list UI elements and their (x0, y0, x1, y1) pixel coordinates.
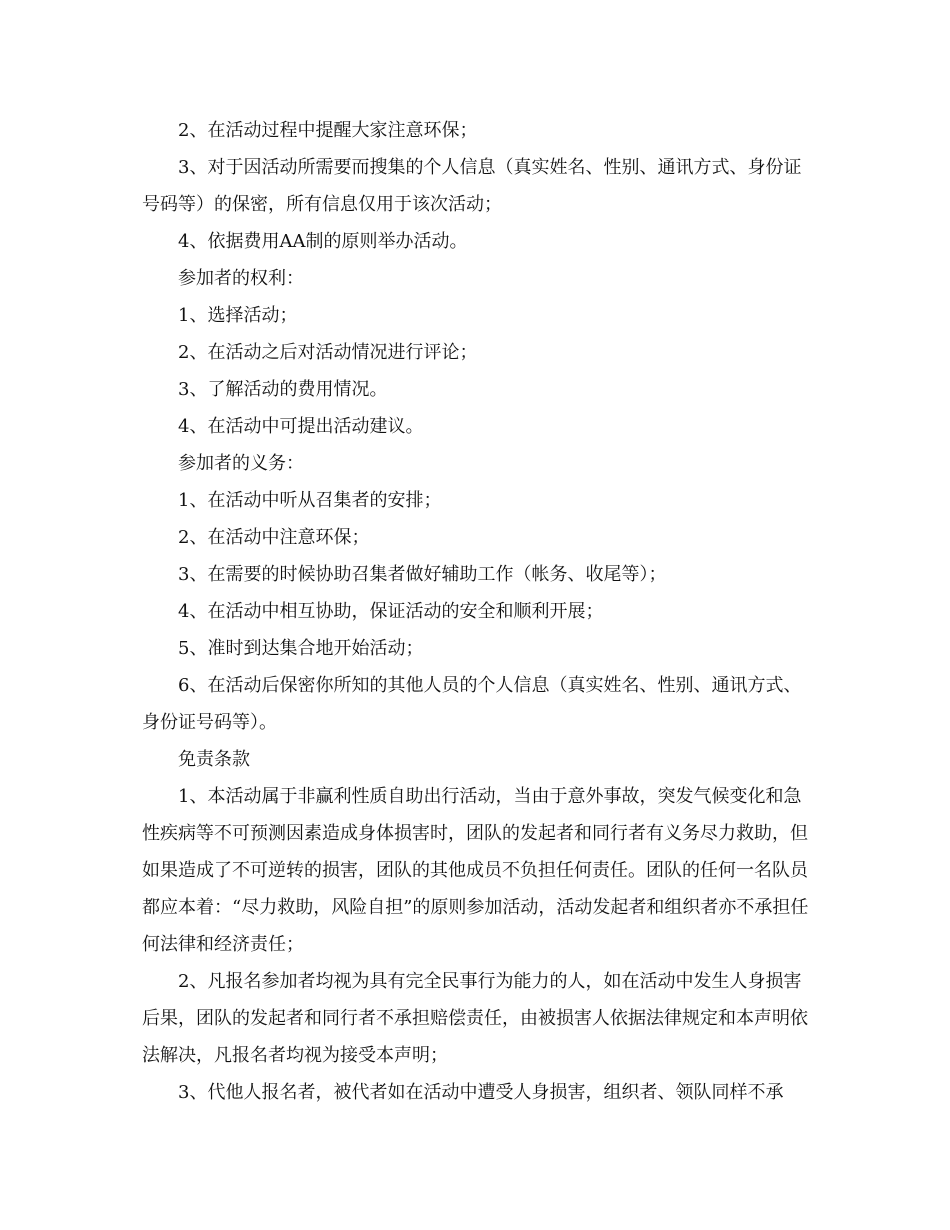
paragraph-obligation-3: 3、在需要的时候协助召集者做好辅助工作（帐务、收尾等）； (178, 564, 667, 585)
paragraph-right-2: 2、在活动之后对活动情况进行评论； (178, 342, 478, 363)
paragraph-obligation-6: 6、在活动后保密你所知的其他人员的个人信息（真实姓名、性别、通讯方式、身份证号码等）。 (142, 675, 802, 733)
paragraph-disclaimer-3: 3、代他人报名者，被代者如在活动中遭受人身损害，组织者、领队同样不承 (178, 1082, 784, 1103)
heading-participant-obligations: 参加者的义务： (178, 453, 304, 474)
paragraph-right-1: 1、选择活动； (178, 305, 298, 326)
paragraph-right-3: 3、了解活动的费用情况。 (178, 379, 388, 400)
paragraph-disclaimer-2: 2、凡报名参加者均视为具有完全民事行为能力的人，如在活动中发生人身损害后果，团队的发起者和同行者不承担赔偿责任，由被损害人依据法律规定和本声明依法解决，凡报名者均视为接受本声明； (142, 971, 808, 1066)
document-body (142, 112, 818, 1111)
paragraph-obligation-4: 4、在活动中相互协助，保证活动的安全和顺利开展； (178, 601, 604, 622)
paragraph-obligation-2: 2、在活动中注意环保； (178, 527, 370, 548)
heading-disclaimer: 免责条款 (178, 749, 250, 770)
paragraph-duty-4: 4、依据费用AA制的原则举办活动。 (178, 231, 468, 252)
paragraph-right-4: 4、在活动中可提出活动建议。 (178, 416, 424, 437)
paragraph-obligation-1: 1、在活动中听从召集者的安排； (178, 490, 442, 511)
paragraph-duty-3: 3、对于因活动所需要而搜集的个人信息（真实姓名、性别、通讯方式、身份证号码等）的保密，所有信息仅用于该次活动； (142, 157, 802, 215)
paragraph-duty-2: 2、在活动过程中提醒大家注意环保； (178, 120, 478, 141)
paragraph-obligation-5: 5、准时到达集合地开始活动； (178, 638, 424, 659)
paragraph-disclaimer-1: 1、本活动属于非赢利性质自助出行活动，当由于意外事故，突发气候变化和急性疾病等不可预测因素造成身体损害时，团队的发起者和同行者有义务尽力救助，但如果造成了不可逆转的损害，团队的其他成员不负担任何责任。团队的任何一名队员都应本着：“尽力救助，风险自担”的原则参加活动，活动发起者和组织者亦不承担任何法律和经济责任； (142, 786, 809, 955)
heading-participant-rights: 参加者的权利： (178, 268, 304, 289)
